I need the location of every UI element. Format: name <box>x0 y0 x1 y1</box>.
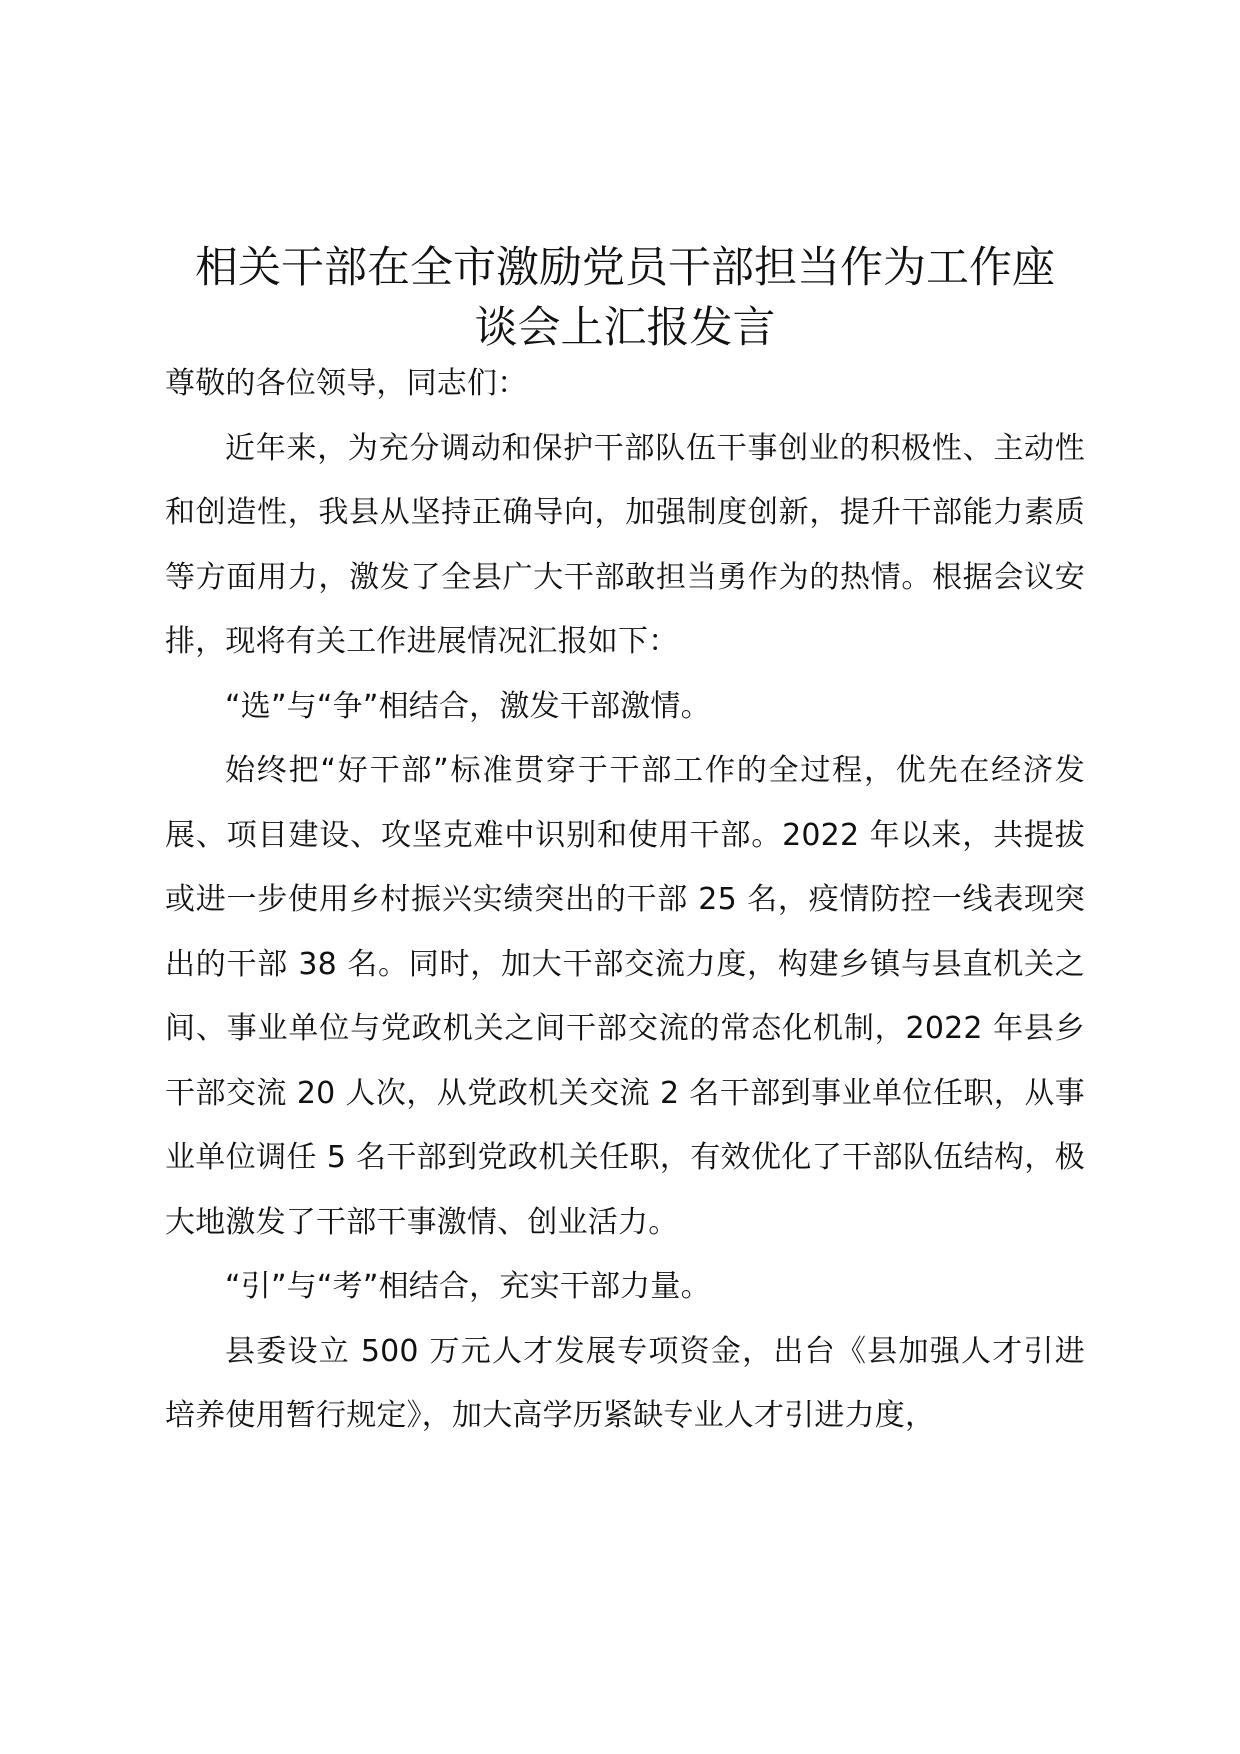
section-heading-1: “选”与“争”相结合，激发干部激情。 <box>225 688 711 724</box>
paragraph-intro: 近年来，为充分调动和保护干部队伍干事创业的积极性、主动性和创造性，我县从坚持正确导向，加强制度创新，提升干部能力素质等方面用力，激发了全县广大干部敢担当勇作为的热情。根据会议安排，现将有关工作进展情况汇报如下： <box>165 430 1085 659</box>
document-body <box>165 352 1085 1449</box>
title-line-2: 谈会上汇报发言 <box>474 303 776 353</box>
paragraph-section-2: 县委设立 500 万元人才发展专项资金，出台《县加强人才引进培养使用暂行规定》，加大高学历紧缺专业人才引进力度， <box>165 1333 1085 1433</box>
document-title <box>165 238 1085 358</box>
salutation: 尊敬的各位领导，同志们： <box>165 366 528 401</box>
section-heading-2: “引”与“考”相结合，充实干部力量。 <box>225 1269 711 1304</box>
paragraph-section-1: 始终把“好干部”标准贯穿于干部工作的全过程，优先在经济发展、项目建设、攻坚克难中识别和使用干部。2022 年以来，共提拔或进一步使用乡村振兴实绩突出的干部 25 名，疫情防控一线表现突出的干部 38 名。同时，加大干部交流力度，构建乡镇与县直机关之间、事业单位与党政机关之间干部交流的常态化机制，2022 年县乡干部交流 20 人次，从党政机关交流 2 名干部到事业单位任职，从事业单位调任 5 名干部到党政机关任职，有效优化了干部队伍结构，极大地激发了干部干事激情、创业活力。 <box>165 753 1085 1240</box>
title-line-1: 相关干部在全市激励党员干部担当作为工作座 <box>195 243 1055 293</box>
document-content <box>165 238 1085 1449</box>
